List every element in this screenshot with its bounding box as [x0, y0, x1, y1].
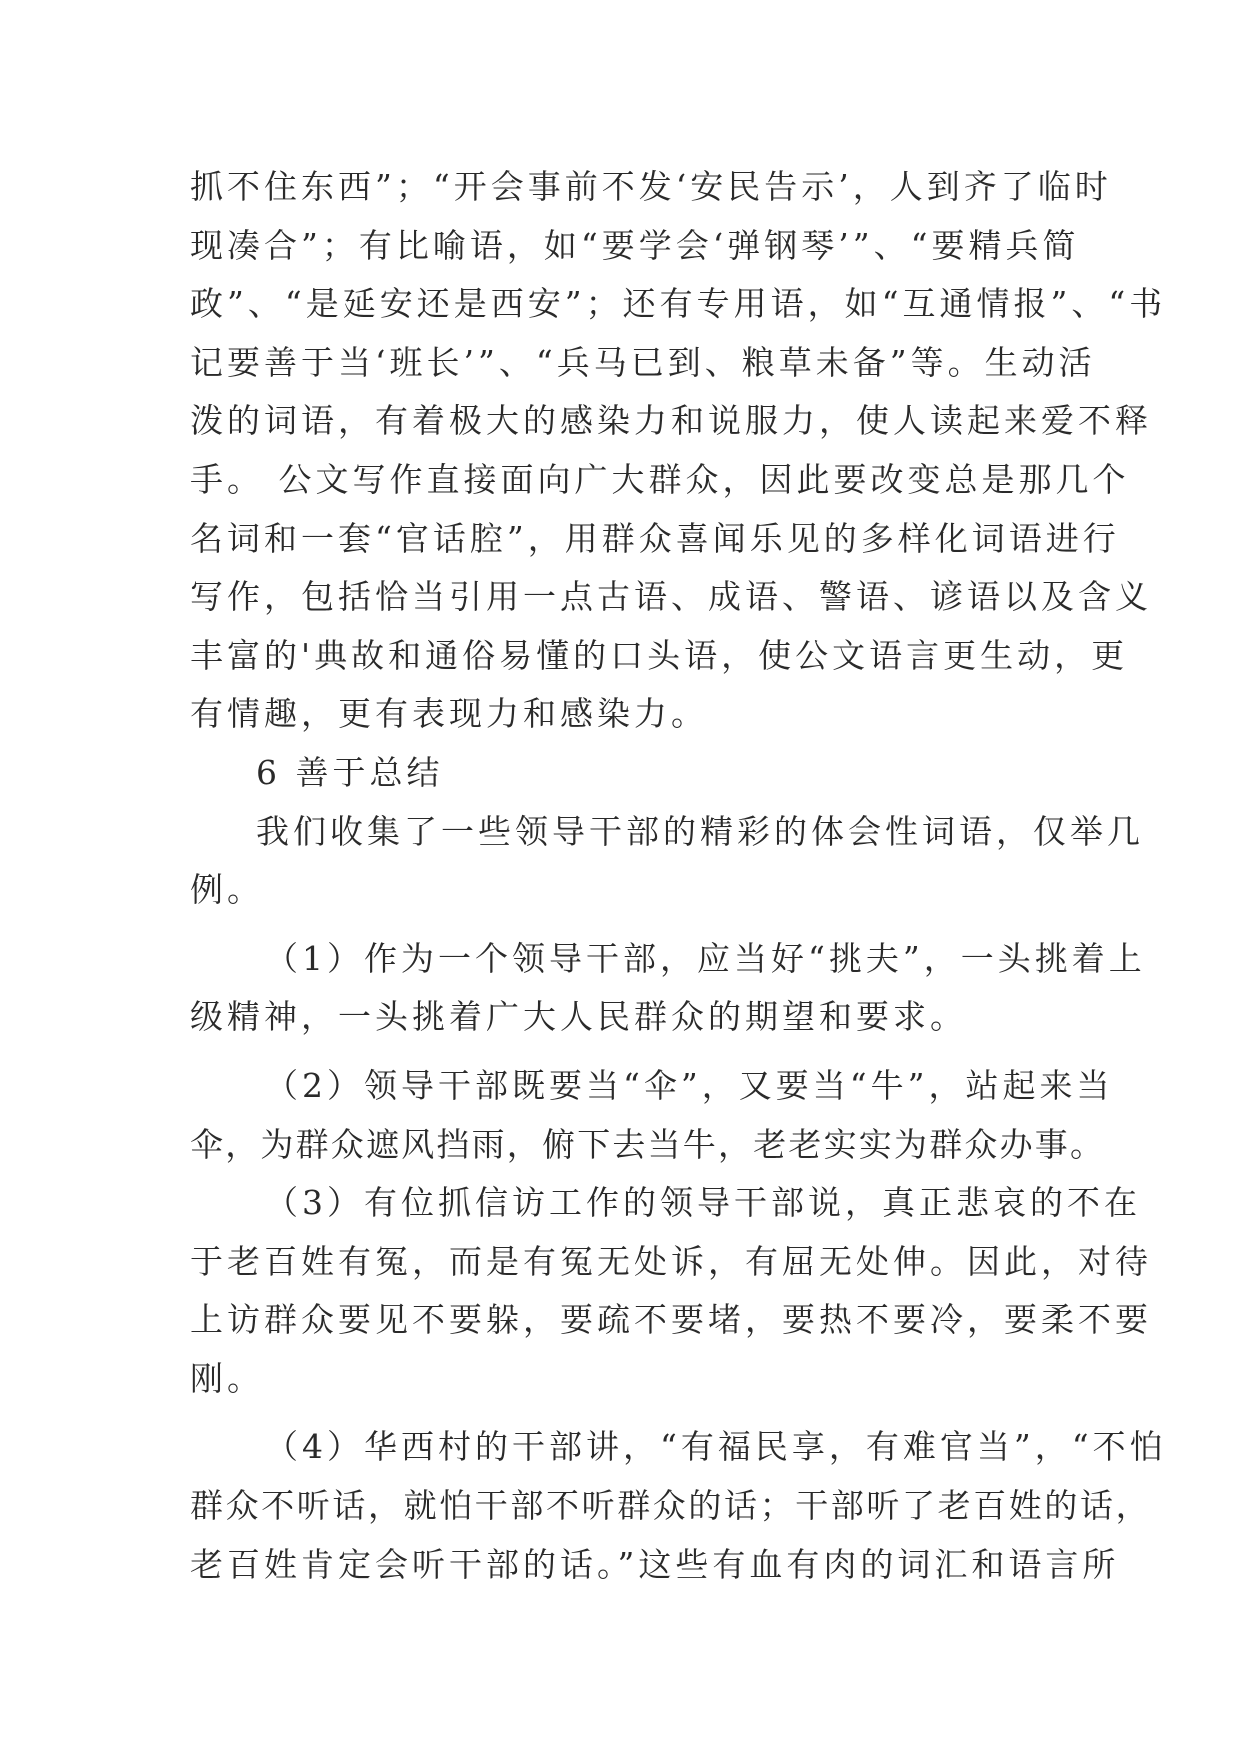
text-line: 群众不听话，就怕干部不听群众的话；干部听了老百姓的话，: [190, 1486, 1152, 1526]
text-line: 手。 公文写作直接面向广大群众，因此要改变总是那几个: [190, 459, 1130, 499]
list-item-1: [190, 930, 1146, 1047]
text-line: 老百姓肯定会听干部的话。”这些有血有肉的词汇和语言所: [190, 1544, 1120, 1584]
paragraph-continued: [190, 158, 1167, 744]
list-item-2: [190, 1057, 1114, 1174]
text-line: （1）作为一个领导干部，应当好“挑夫”，一头挑着上: [265, 938, 1146, 978]
text-line: 我们收集了一些领导干部的精彩的体会性词语，仅举几: [256, 811, 1144, 851]
text-line: 例。: [190, 870, 264, 910]
text-line: 上访群众要见不要躲，要疏不要堵，要热不要冷，要柔不要: [190, 1300, 1152, 1340]
text-line: 丰富的'典故和通俗易懂的口头语，使公文语言更生动，更: [190, 635, 1129, 675]
text-line: 有情趣，更有表现力和感染力。: [190, 694, 708, 734]
text-line: 刚。: [190, 1358, 264, 1398]
paragraph-intro: [190, 803, 1144, 920]
text-line: （2）领导干部既要当“伞”，又要当“牛”，站起来当: [265, 1065, 1114, 1105]
text-line: 现凑合”；有比喻语，如“要学会‘弹钢琴’”、“要精兵简: [190, 225, 1080, 265]
text-line: 名词和一套“官话腔”，用群众喜闻乐见的多样化词语进行: [190, 518, 1120, 558]
text-line: 抓不住东西”；“开会事前不发‘安民告示’，人到齐了临时: [190, 167, 1112, 206]
list-item-3: [190, 1174, 1152, 1408]
text-line: 政”、“是延安还是西安”；还有专用语，如“互通情报”、“书: [190, 284, 1167, 324]
text-line: 于老百姓有冤，而是有冤无处诉，有屈无处伸。因此，对待: [190, 1241, 1152, 1281]
text-line: 记要善于当‘班长’”、“兵马已到、粮草未备”等。生动活: [190, 342, 1096, 382]
text-line: 写作，包括恰当引用一点古语、成语、警语、谚语以及含义: [190, 577, 1152, 617]
text-line: 泼的词语，有着极大的感染力和说服力，使人读起来爱不释: [190, 401, 1152, 441]
text-line: （3）有位抓信访工作的领导干部说，真正悲哀的不在: [265, 1183, 1141, 1223]
list-item-4: [190, 1418, 1167, 1594]
document-body: [190, 158, 1167, 1594]
section-heading: 6 善于总结: [256, 752, 444, 792]
text-line: 伞，为群众遮风挡雨，俯下去当牛，老老实实为群众办事。: [190, 1124, 1106, 1164]
text-line: 级精神，一头挑着广大人民群众的期望和要求。: [190, 997, 967, 1037]
text-line: （4）华西村的干部讲，“有福民享，有难官当”，“不怕: [265, 1427, 1167, 1467]
